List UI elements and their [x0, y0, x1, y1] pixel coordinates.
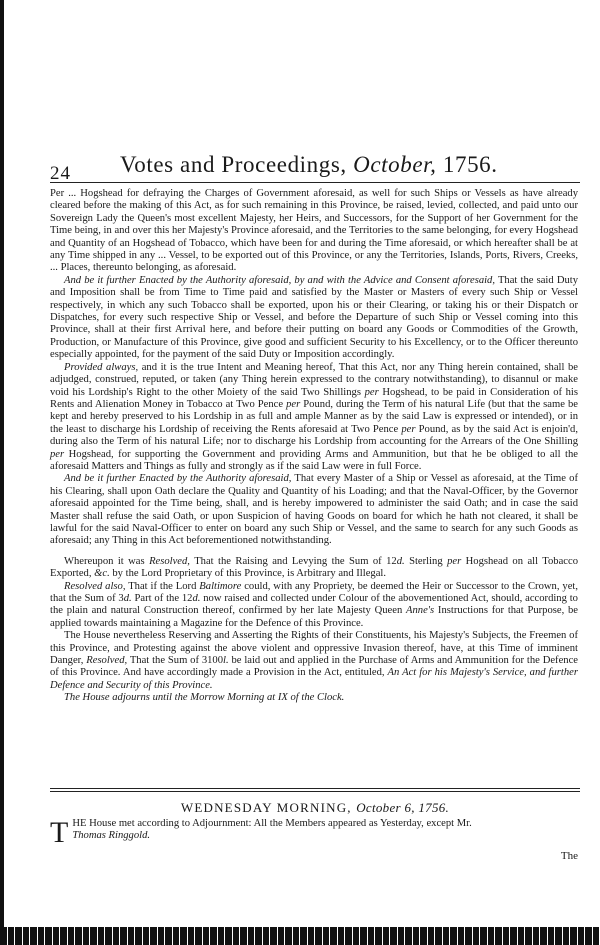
opening-name: Thomas Ringgold.: [72, 830, 151, 842]
running-head-prefix: Votes and Proceedings,: [120, 152, 347, 177]
section-title: WEDNESDAY MORNING,: [180, 800, 352, 815]
body-text: [50, 188, 578, 705]
paragraph-p8: [50, 692, 578, 704]
section-date: October 6, 1756.: [356, 800, 450, 815]
text-run: That if the Lord: [125, 580, 200, 592]
text-run: Hogshead, to be paid in Consideration of his Rents and Alienation Money in Tobacco at Two Pence: [50, 386, 578, 410]
drop-cap: T: [50, 816, 69, 849]
text-run: Baltimore: [199, 580, 242, 592]
text-run: per: [364, 386, 379, 398]
text-run: Whereupon it was: [64, 555, 150, 567]
paragraph-p4: [50, 473, 578, 547]
text-run: be laid out and applied in the Purchase of Arms and Ammunition for the Defence of this Province. And have accordingly made a Provision in the Act, entituled,: [50, 655, 578, 679]
text-run: and it is the true Intent and Meaning hereof, That this Act, nor any Thing herein contained, shall be adjudged, construed, reputed, or taken (any Thing herein expressed to the contrary notwithstanding), to disannul or make void his Lordship's Right to the other Moiety of the said Two Shillings: [50, 361, 578, 398]
paragraph-p1: [50, 188, 578, 275]
text-run: l.: [223, 655, 229, 667]
opening-text: HE House met according to Adjournment: All the Members appeared as Yesterday, except Mr.: [72, 818, 472, 829]
text-run: per: [401, 423, 416, 435]
text-run: Pound, as by the said Act is enjoin'd, during also the Term of his natural Life; nor to discharge his Lordship from accounting for the Arrears of the One Shilling: [50, 423, 578, 448]
catchword: The: [560, 850, 578, 862]
text-run: That the said Duty and Imposition shall be from Time to Time paid and satisfied by the Master or Masters of every such Ship or Vessel respectively, in which any such Tobacco shall be exported, upon his or their Clearing, or taking his or their Dispatch or Dispatches, for every such respective Ship or Vessel, and before the Departure of such Ship or Vessel coming into this Province, shall at their first Arrival here, and before their putting on board any Goods or Commodities of the Growth, Production, or Manufacture of this Province, give good and sufficient Security to his Excellency, or to the Officer thereunto especially appointed, for the payment of the said Duty or Imposition accordingly.: [50, 274, 579, 361]
text-run: &c.: [94, 568, 110, 580]
text-run: That every Master of a Ship or Vessel as aforesaid, at the Time of his Clearing, shall upon Oath declare the Quality and Quantity of his Loading; and that the Naval-Officer, by the Governor aforesaid appointed for the Time being, shall, and is hereby impowered to administer the said Oath; and in case the said Master shall refuse the said Oath, or upon Suspicion of having Goods on board for which he hath not cleared, it shall be lawful for the said Naval-Officer to enter on board any such Ship or Vessel, and the same to search for any such Goods as aforesaid; any Thing in this Act beforementioned notwithstanding.: [50, 473, 578, 547]
scan-bottom-band: [0, 927, 600, 945]
text-run: Anne's: [406, 605, 435, 617]
text-run: And be it further Enacted by the Authority aforesaid, by and with the Advice and Consent aforesaid,: [64, 274, 496, 286]
text-run: Per ... Hogshead for defraying the Charges of Government aforesaid, as well for such Ships or Vessels as have already cleared before the making of this Act, as for such remaining in this Province, be raised, levied, collected, and paid unto our Sovereign Lady the Queen's most excellent Majesty, her Heirs, and Successors, for the Support of her Government for the Time being, in and over this her Majesty's Province aforesaid, and the Territories to the same belonging, for every Hogshead and Quantity of an Hogshead of Tobacco, which have been for and during the Time aforesaid, or which hereafter shall be at any Time shipped in any ... Vessel, to be exported out of this Province, or any the Territories, Islands, Ports, Rivers, Creeks, ... Places, thereunto belonging, as aforesaid.: [50, 188, 578, 274]
text-run: And be it further Enacted by the Authority aforesaid,: [64, 473, 292, 485]
text-run: now raised and collected under Colour of the abovementioned Act, should, according to the plain and natural Construction thereof, confirmed by her late Majesty Queen: [50, 593, 578, 617]
running-head-year: 1756.: [442, 152, 498, 177]
text-run: Pound, during the Term of his natural Life (but that the same be kept and hereby preserved to his Lordship in as full and ample Manner as by the said Law is expressed or intended), or in the least to discharge his Lordship of receiving the Rents aforesaid at Two Pence: [50, 398, 578, 435]
text-run: Resolved also,: [64, 580, 126, 592]
text-run: The House nevertheless Reserving and Asserting the Rights of their Constituents, his Majesty's Subjects, the Freemen of this Province, and Protesting against the above violent and oppressive Invasion thereof, have, at this Time of imminent Danger,: [50, 630, 578, 667]
running-head-month: October,: [353, 152, 437, 177]
text-run: per: [50, 448, 65, 460]
text-run: Sterling: [404, 555, 448, 567]
paragraph-p7: [50, 630, 578, 692]
text-run: Hogshead on all Tobacco Exported,: [50, 555, 578, 580]
text-run: by the Lord Proprietary of this Province, is Arbitrary and Illegal.: [109, 568, 386, 580]
paragraph-p6: [50, 581, 578, 631]
scan-edge: [0, 0, 4, 945]
text-run: d.: [396, 555, 405, 567]
text-run: per: [286, 398, 301, 410]
section-rule-top: [50, 788, 580, 789]
paragraph-p3: [50, 362, 578, 474]
text-run: Resolved,: [149, 555, 190, 567]
text-run: per: [447, 555, 462, 567]
section-rule-bottom: [50, 791, 580, 792]
text-run: That the Raising and Levying the Sum of 12: [189, 555, 397, 567]
opening-paragraph: [50, 816, 578, 849]
text-run: Resolved,: [86, 655, 128, 667]
paragraph-p2: [50, 275, 578, 362]
page-number: 24: [50, 163, 71, 184]
paragraph-p5: [50, 556, 578, 581]
text-run: Part of the 12: [131, 593, 193, 604]
running-head: [120, 152, 520, 178]
text-run: The House adjourns until the Morrow Morning at IX of the Clock.: [64, 692, 345, 704]
text-run: Hogshead, for supporting the Government and providing Arms and Ammunition, but that he be obliged to all the aforesaid Matters and Things as fully and strongly as if the said Law were in full Force.: [50, 448, 578, 472]
text-run: Provided always,: [64, 361, 139, 373]
text-run: Instructions for that Purpose, be applied towards maintaining a Magazine for the Defence of this Province.: [50, 605, 578, 629]
section-heading: [50, 800, 580, 816]
header-rule: [50, 182, 580, 183]
text-run: d.: [123, 593, 132, 604]
text-run: could, with any Propriety, be deemed the Heir or Successor to the Crown, yet, that the Sum of 3: [50, 580, 578, 604]
text-run: d.: [192, 593, 201, 604]
text-run: An Act for his Majesty's Service, and further Defence and Security of this Province.: [50, 667, 578, 691]
text-run: That the Sum of 3100: [127, 655, 224, 667]
